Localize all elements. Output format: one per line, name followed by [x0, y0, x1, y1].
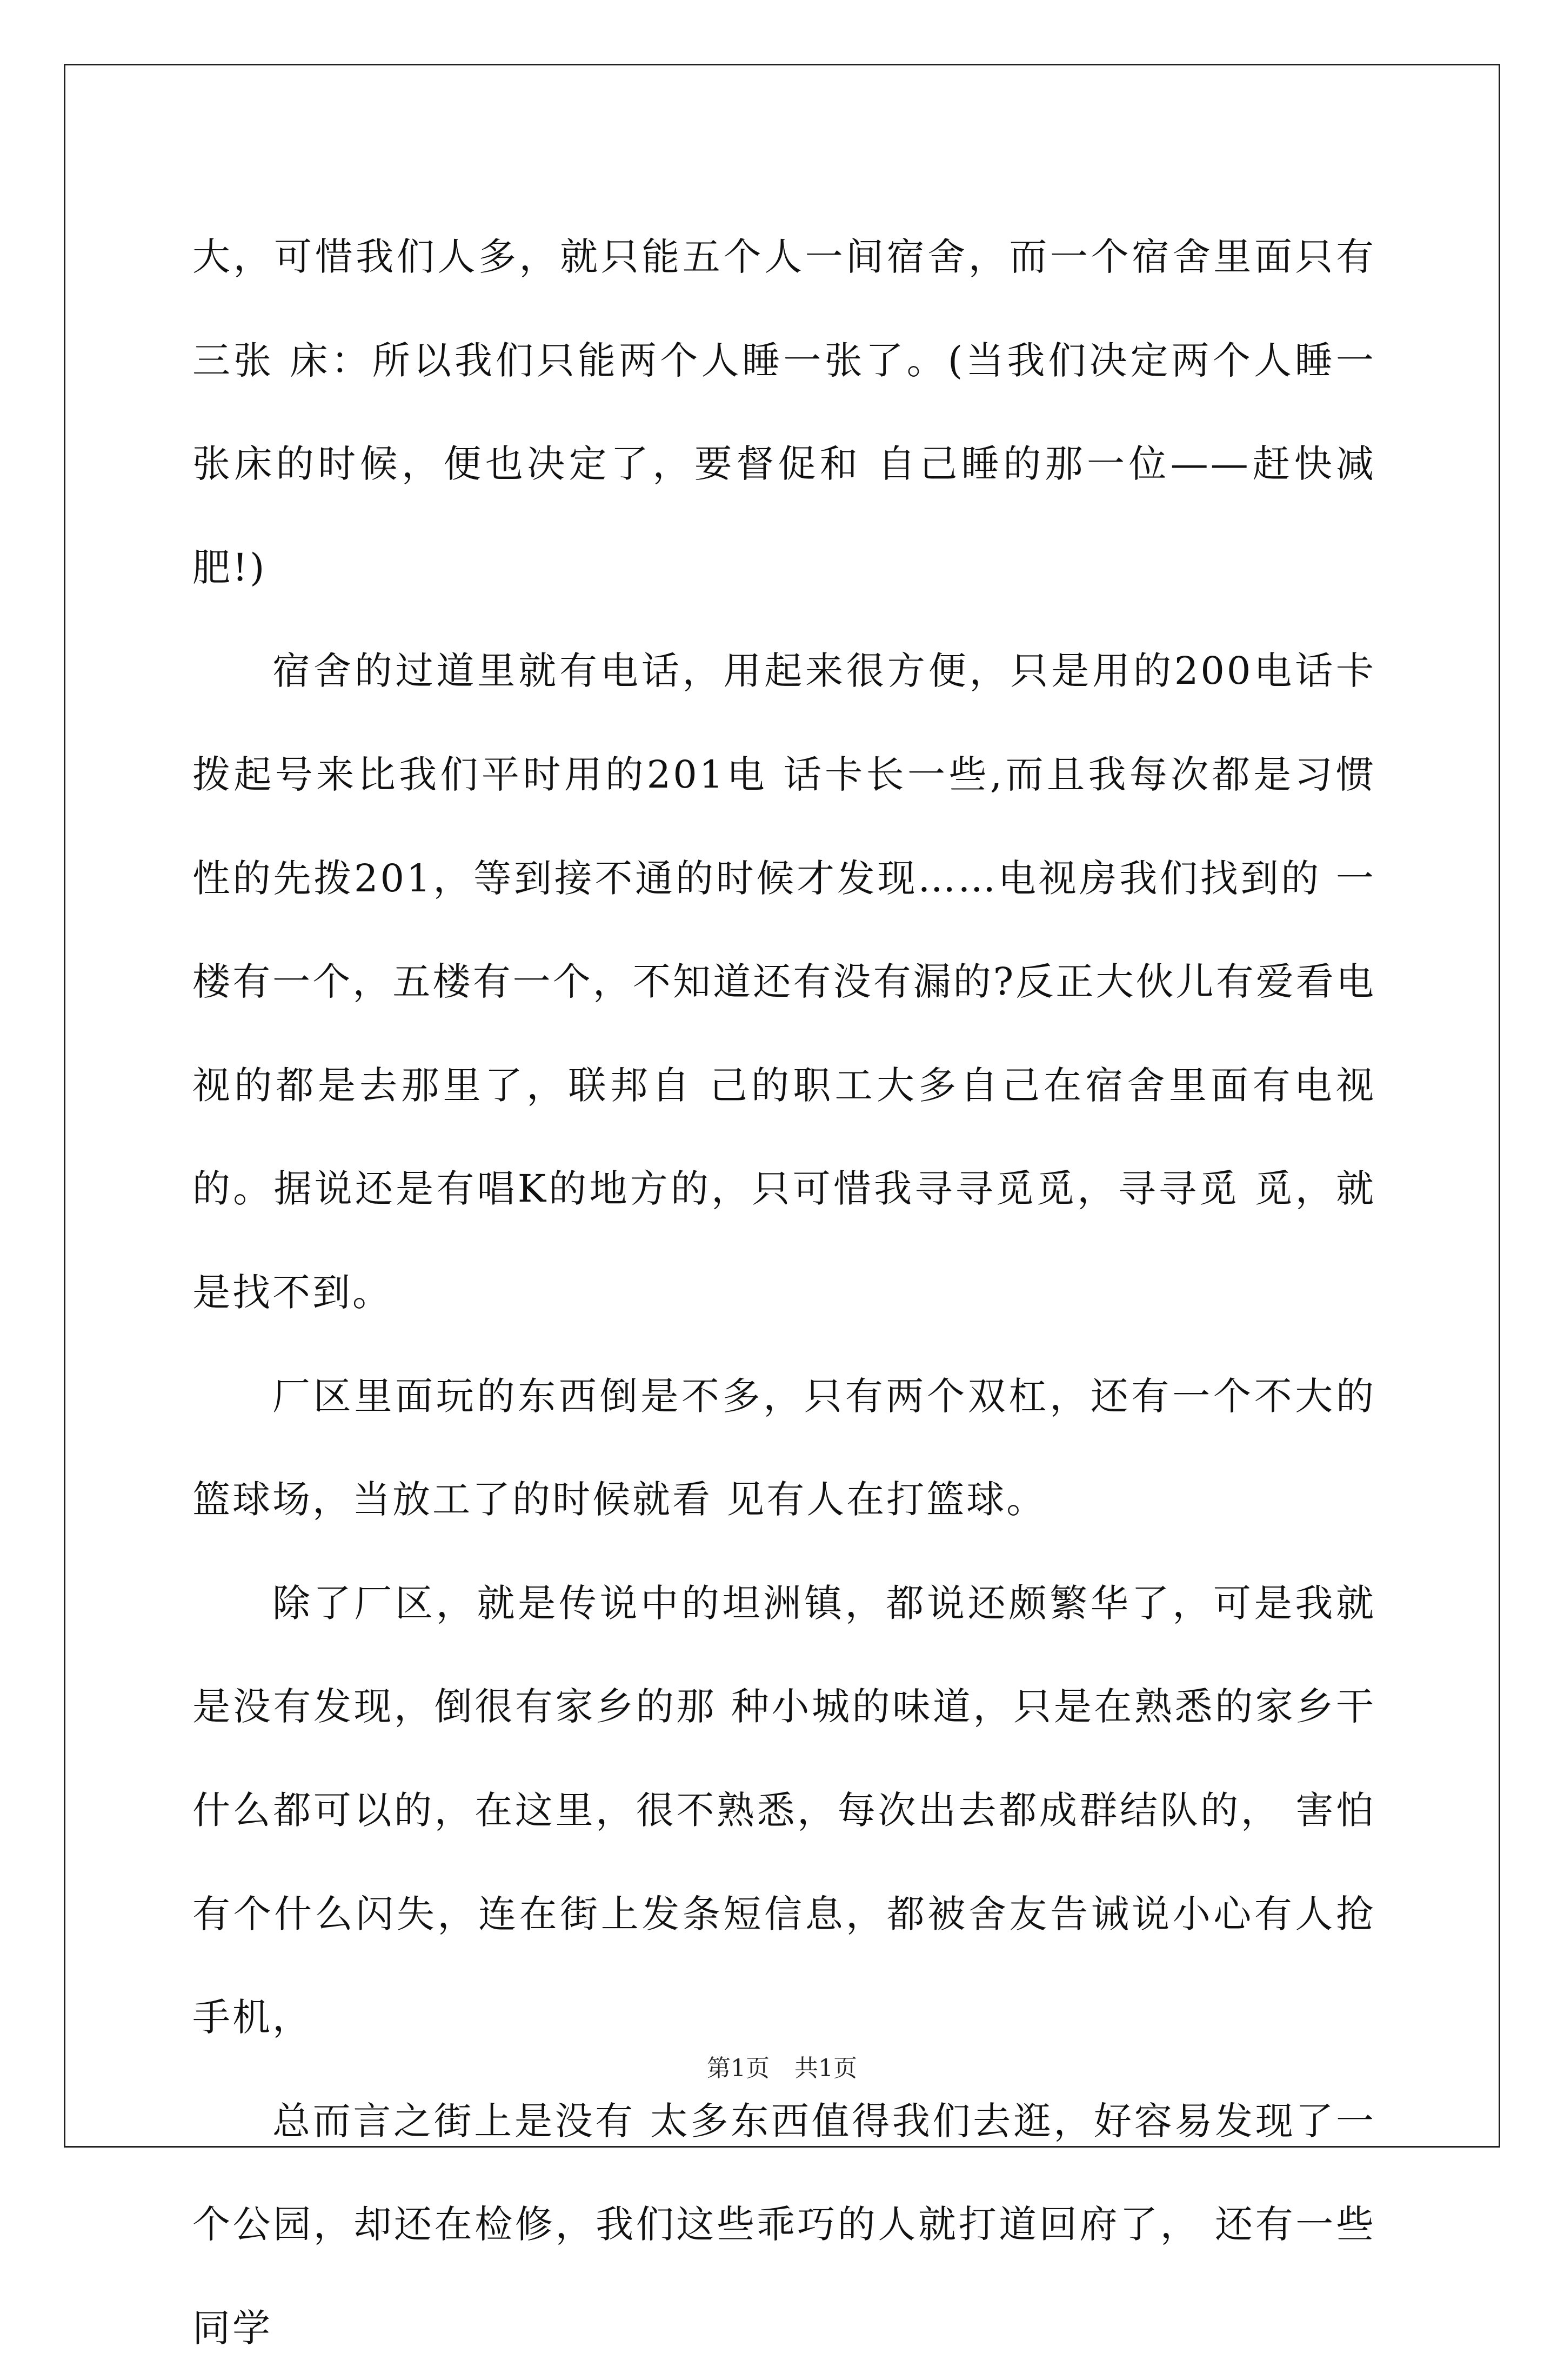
paragraph: 宿舍的过道里就有电话，用起来很方便，只是用的200电话卡拨起号来比我们平时用的201电 话卡长一些,而且我每次都是习惯性的先拨201，等到接不通的时候才发现……电视房我们找到的 一楼有一个，五楼有一个，不知道还有没有漏的?反正大伙儿有爱看电视的都是去那里了，联邦自 己的职工大多自己在宿舍里面有电视的。据说还是有唱K的地方的，只可惜我寻寻觅觅，寻寻觅 觅，就是找不到。	[192, 649, 1376, 1315]
paragraph: 总而言之街上是没有 太多东西值得我们去逛，好容易发现了一个公园，却还在检修，我们这些乖巧的人就打道回府了， 还有一些同学	[192, 2098, 1376, 2350]
paragraph: 厂区里面玩的东西倒是不多，只有两个双杠，还有一个不大的篮球场，当放工了的时候就看 见有人在打篮球。	[192, 1374, 1376, 1522]
page-footer	[0, 2049, 1564, 2083]
paragraph: 除了厂区，就是传说中的坦洲镇，都说还颇繁华了，可是我就是没有发现，倒很有家乡的那 种小城的味道，只是在熟悉的家乡干什么都可以的，在这里，很不熟悉，每次出去都成群结队的， 害怕有个什么闪失，连在街上发条短信息，都被舍友告诫说小心有人抢手机，	[192, 1581, 1376, 2040]
paragraph: 大，可惜我们人多，就只能五个人一间宿舍，而一个宿舍里面只有三张 床：所以我们只能两个人睡一张了。(当我们决定两个人睡一张床的时候，便也决定了，要督促和 自己睡的那一位——赶快减肥!)	[192, 235, 1376, 590]
page-number-current: 第1页	[707, 2055, 770, 2082]
page-number-total: 共1页	[794, 2055, 857, 2082]
